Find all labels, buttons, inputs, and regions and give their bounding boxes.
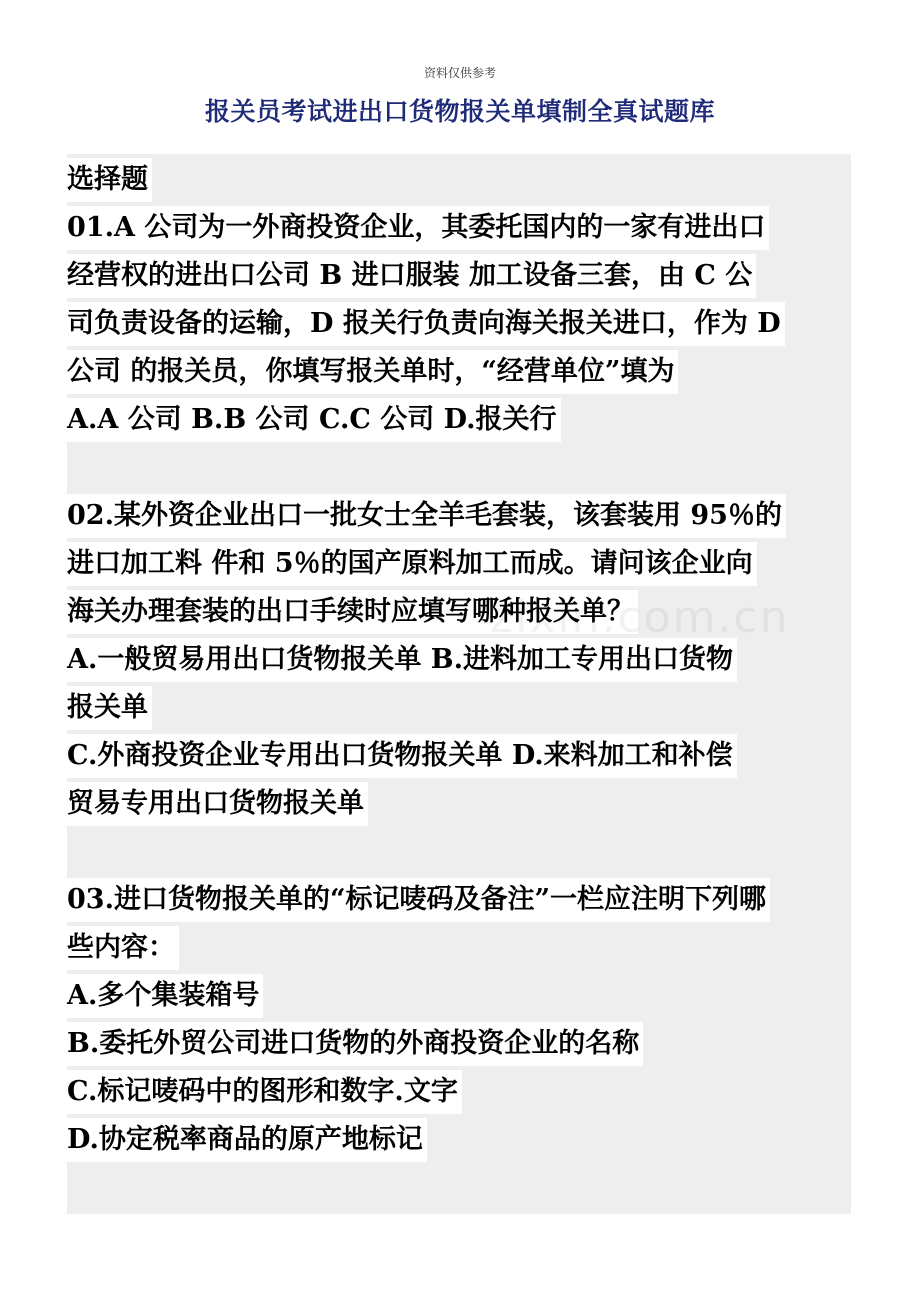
question-2-option-line-2: 报关单 bbox=[67, 686, 152, 730]
question-3-option-b: B.委托外贸公司进口货物的外商投资企业的名称 bbox=[67, 1022, 643, 1066]
question-3-option-d: D.协定税率商品的原产地标记 bbox=[67, 1118, 427, 1162]
question-1-options: A.A 公司 B.B 公司 C.C 公司 D.报关行 bbox=[67, 398, 561, 442]
question-1-line-2: 经营权的进出口公司 B 进口服装 加工设备三套，由 C 公 bbox=[67, 254, 756, 298]
question-2-line-1: 02.某外资企业出口一批女士全羊毛套装，该套装用 95％的 bbox=[67, 494, 786, 538]
document-title: 报关员考试进出口货物报关单填制全真试题库 bbox=[204, 97, 715, 126]
question-3-line-2: 些内容： bbox=[67, 926, 179, 970]
question-3-option-c: C.标记唛码中的图形和数字.文字 bbox=[67, 1070, 462, 1114]
question-3-line-1: 03.进口货物报关单的“标记唛码及备注”一栏应注明下列哪 bbox=[67, 878, 770, 922]
document-body bbox=[67, 154, 851, 1214]
question-2-option-line-4: 贸易专用出口货物报关单 bbox=[67, 782, 368, 826]
question-2-line-2: 进口加工料 件和 5％的国产原料加工而成。请问该企业向 bbox=[67, 542, 757, 586]
question-1-line-4: 公司 的报关员，你填写报关单时，“经营单位”填为 bbox=[67, 350, 678, 394]
reference-note: 资料仅供参考 bbox=[423, 66, 496, 80]
question-3-option-a: A.多个集装箱号 bbox=[67, 974, 263, 1018]
question-2-line-3: 海关办理套装的出口手续时应填写哪种报关单？ bbox=[67, 590, 638, 634]
question-1-line-1: 01.A 公司为一外商投资企业，其委托国内的一家有进出口 bbox=[67, 206, 769, 250]
question-2-option-line-3: C.外商投资企业专用出口货物报关单 D.来料加工和补偿 bbox=[67, 734, 737, 778]
watermark-text: zixin.com.cn bbox=[490, 592, 790, 643]
question-2-option-line-1: A.一般贸易用出口货物报关单 B.进料加工专用出口货物 bbox=[67, 638, 737, 682]
question-1-line-3: 司负责设备的运输，D 报关行负责向海关报关进口，作为 D bbox=[67, 302, 785, 346]
section-label: 选择题 bbox=[67, 158, 152, 202]
